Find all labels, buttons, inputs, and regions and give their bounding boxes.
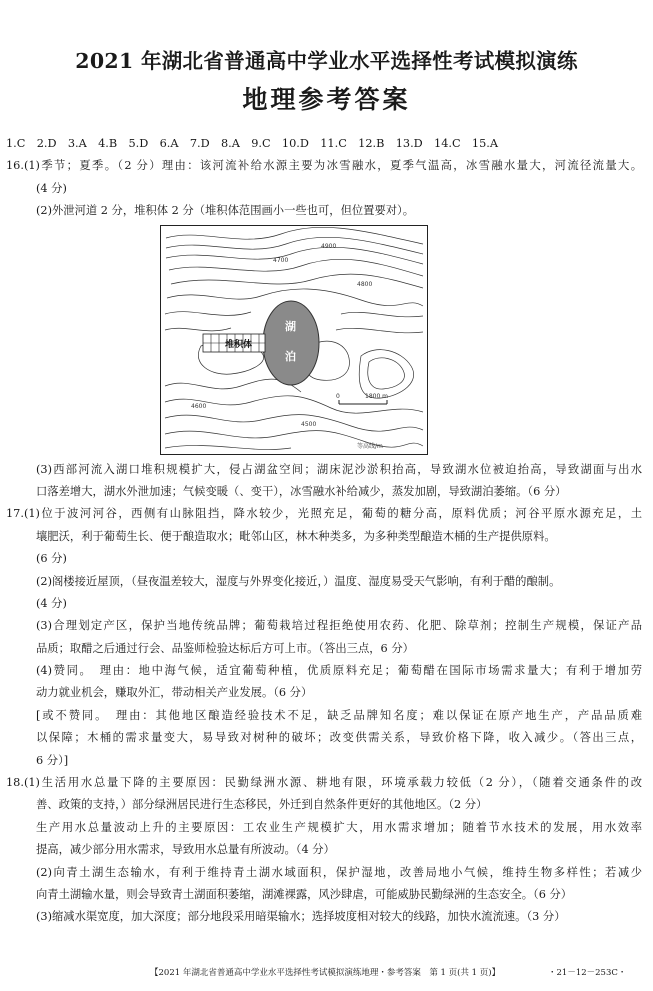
q17-line-10: [或不赞同。 理由：其他地区酿造经验技术不足，缺乏品牌知名度；难以保证在原产地生产，产品品质难 [36,708,642,722]
lake-char-1: 湖 [285,319,296,333]
q18-line-4: 提高，减少部分用水需求，导致用水总量有所波动。（4 分） [36,843,335,857]
scale-zero: 0 [336,392,340,400]
q17-line-5: (4 分) [36,596,67,610]
answer-sheet-title: 地理参考答案 [242,85,411,114]
elev-label-4600: 4600 [191,402,207,410]
elev-label-4700: 4700 [273,256,289,264]
q17-line-6: (3)合理划定产区，保护当地传统品牌；葡萄栽培过程拒绝使用农药、化肥、除草剂；控制生产规模，保证产品 [36,619,642,633]
lake-shape [263,301,319,385]
q17-line-12: 6 分）] [36,753,69,767]
choice-answers: 1.C 2.D 3.A 4.B 5.D 6.A 7.D 8.A 9.C 10.D 11.C 12.B 13.D 14.C 15.A [6,137,499,150]
contour-map-container [6,223,642,459]
q16-line-3: (2)外泄河道 2 分，堆积体 2 分（堆积体范围画小一些也可，但位置要对）。 [36,204,415,218]
q18-line-1: 18.(1)生活用水总量下降的主要原因：民勤绿洲水源、耕地有限，环境承载力较低（2 分），（随着交通条件的改 [6,776,642,790]
contour-lines-svg [161,226,427,454]
q18-line-7: (3)缩减水渠宽度，加大深度；部分地段采用暗渠输水；选择坡度相对较大的线路，加快水流流速。（3 分） [36,910,566,924]
contour-map [160,225,428,455]
page-footer: 【2021 年湖北省普通高中学业水平选择性考试模拟演练地理・参考答案 第 1 页(共 1 页)】 [150,968,501,978]
q17-line-7: 品质；取醋之后通过行会、品鉴师检验达标后方可上市。（答出三点，6 分） [36,641,414,655]
q17-line-11: 以保障；木桶的需求量变大，易导致对树种的破坏；改变供需关系，导致价格下降，收入减少。（答出三点， [36,731,642,745]
scale-distance: 1800 m [365,392,389,400]
q16-line-4: (3)西部河流入湖口堆积规模扩大，侵占湖盆空间；湖床泥沙淤积抬高，导致湖水位被迫抬高，导致湖面与出水 [36,462,642,476]
paper-code: ・21－12－253C・ [548,968,627,978]
q16-line-1: 16.(1)季节；夏季。（2 分）理由：该河流补给水源主要为冰雪融水，夏季气温高，冰雪融水量大，河流径流量大。 [6,159,642,173]
elev-label-4500: 4500 [301,420,317,428]
q17-line-4: (2)阁楼接近屋顶，（昼夜温差较大，湿度与外界变化接近，）温度、湿度易受天气影响，有利于醋的酿制。 [36,574,561,588]
q17-line-3: (6 分) [36,552,67,566]
deposit-label: 堆积体 [225,339,253,350]
elev-label-4800: 4800 [357,280,373,288]
exam-title: 2021 年湖北省普通高中学业水平选择性考试模拟演练 [75,49,578,73]
lake-char-2: 泊 [285,349,296,363]
q18-line-2: 善、政策的支持，）部分绿洲居民进行生态移民，外迁到自然条件更好的其他地区。（2 分） [36,798,488,812]
q18-line-6: 向青土湖输水量，则会导致青土湖面积萎缩，湖滩裸露，风沙肆虐，可能威胁民勤绿洲的生态安全。（6 分） [36,887,573,901]
q18-line-3: 生产用水总量波动上升的主要原因：工农业生产规模扩大，用水需求增加；随着节水技术的发展，用水效率 [36,820,642,834]
q16-line-5: 口落差增大，湖水外泄加速；气候变暖（、变干），冰雪融水补给减少，蒸发加剧，导致湖泊萎缩。（6 分） [36,484,567,498]
q16-line-2: (4 分) [36,181,67,195]
q18-line-5: (2)向青土湖生态输水，有利于维持青土湖水域面积，保护湿地，改善局地小气候，维持生物多样性；若减少 [36,865,642,879]
q17-line-1: 17.(1)位于波河河谷，西侧有山脉阻挡，降水较少，光照充足，葡萄的糖分高，原料优质；河谷平原水源充足，土 [6,507,642,521]
q17-line-9: 动力就业机会，赚取外汇，带动相关产业发展。（6 分） [36,686,313,700]
answer-content [6,133,642,929]
contour-legend: 等高线/m [357,442,383,450]
q17-line-2: 壤肥沃，利于葡萄生长、便于酿造取水；毗邻山区，林木种类多，为多种类型酿造木桶的生产提供原料。 [36,529,556,543]
q17-line-8: (4)赞同。 理由：地中海气候，适宜葡萄种植，优质原料充足；葡萄醋在国际市场需求量大；有利于增加劳 [36,664,642,678]
elev-label-4900: 4900 [321,242,337,250]
